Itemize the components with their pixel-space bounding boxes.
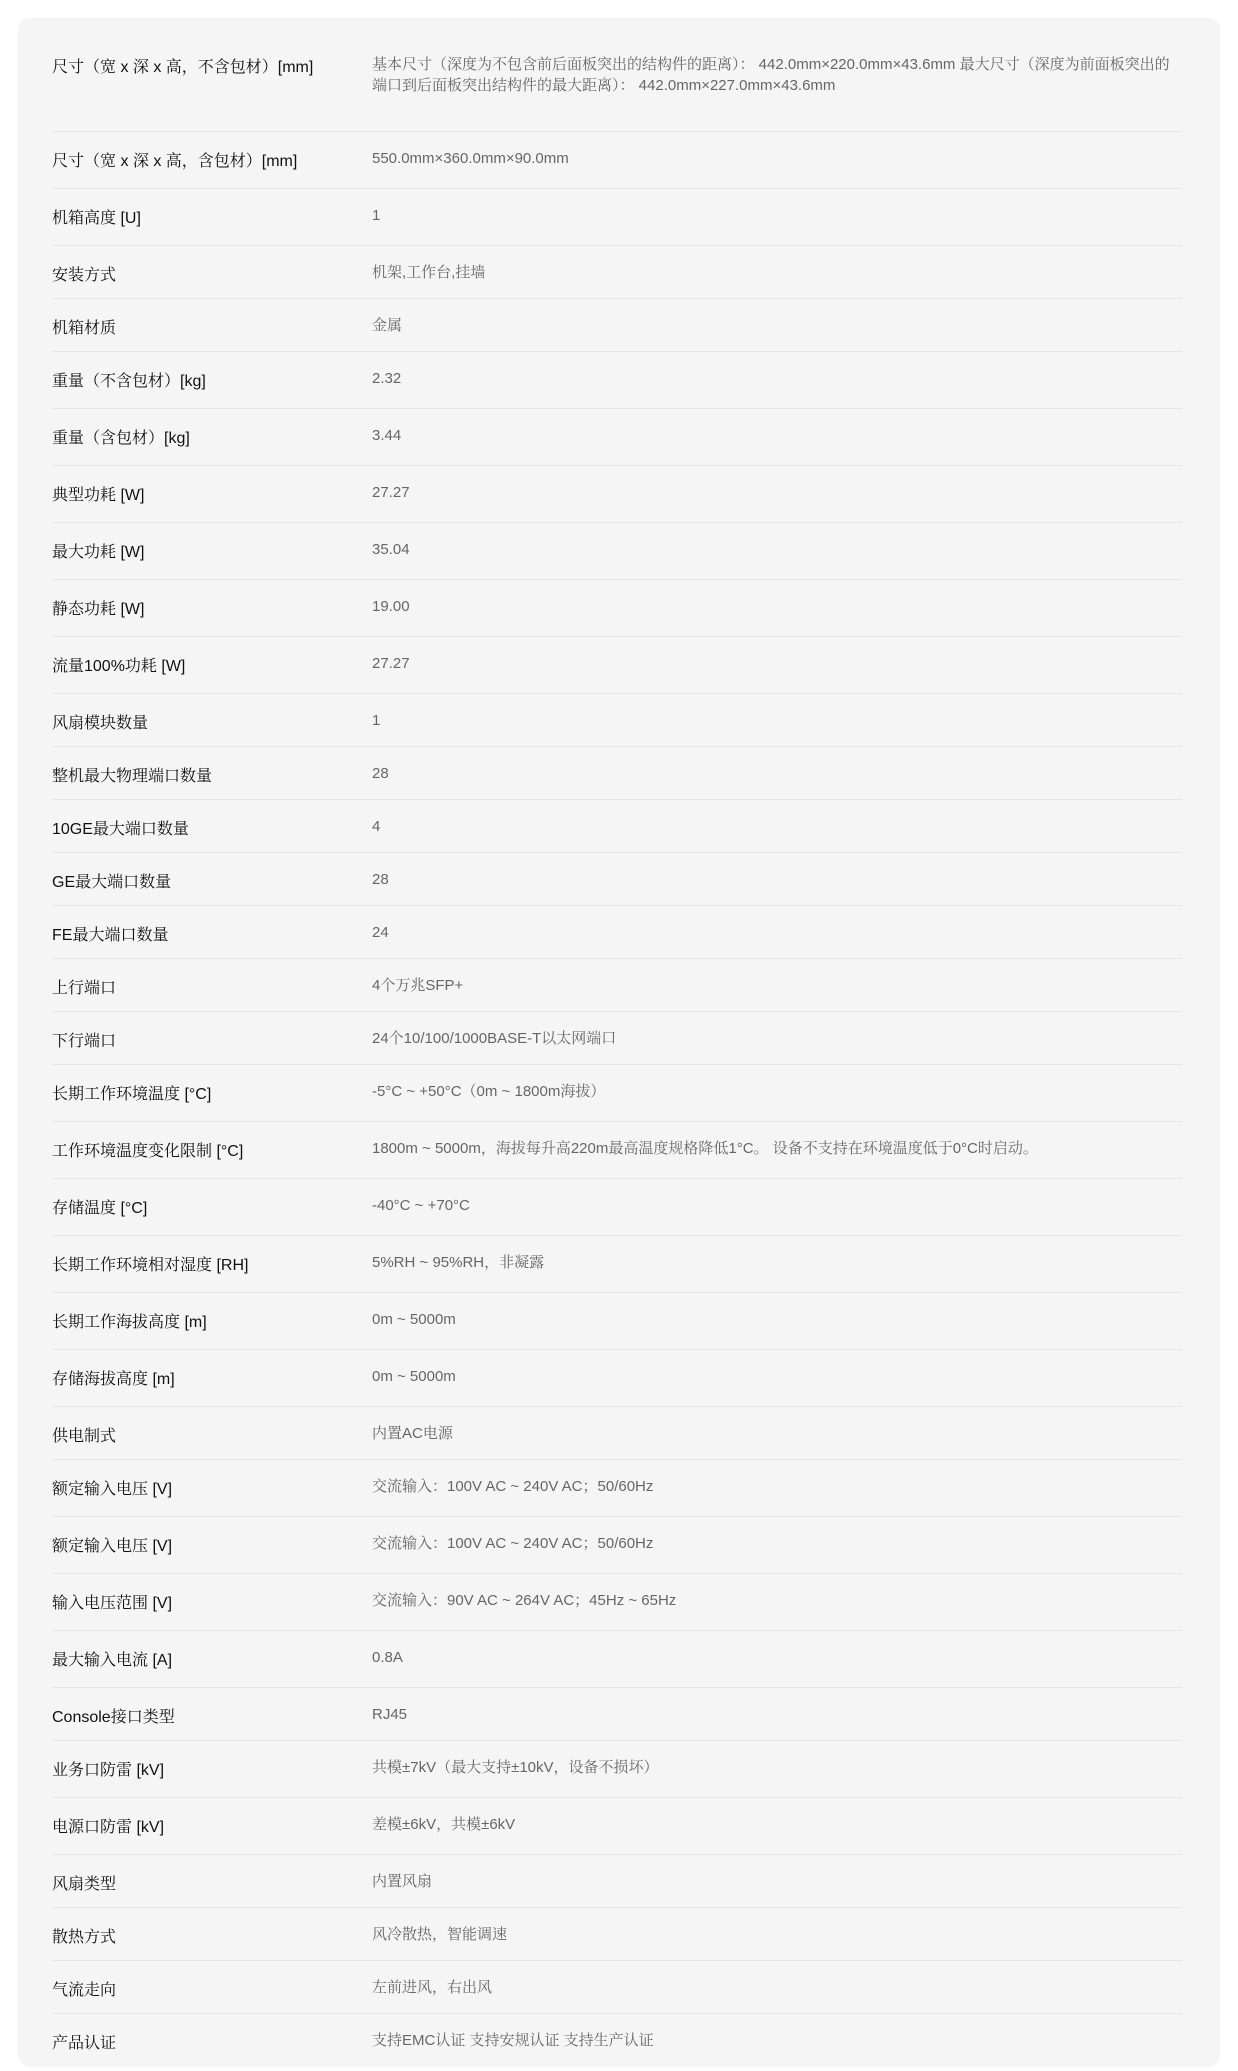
spec-value: 差模±6kV，共模±6kV <box>372 1816 516 1833</box>
spec-label: GE最大端口数量 <box>52 874 172 891</box>
spec-label: 长期工作海拔高度 [m] <box>52 1314 207 1331</box>
spec-row <box>52 1961 1182 2014</box>
spec-row <box>52 1517 1182 1574</box>
spec-value: 5%RH ~ 95%RH，非凝露 <box>372 1254 545 1271</box>
spec-label: 额定输入电压 [V] <box>52 1481 173 1498</box>
spec-value: 1 <box>372 207 381 224</box>
spec-row <box>52 1741 1182 1798</box>
spec-value: 交流输入：90V AC ~ 264V AC；45Hz ~ 65Hz <box>372 1592 677 1609</box>
spec-row <box>52 800 1182 853</box>
spec-value: 4 <box>372 818 381 835</box>
spec-label: 重量（不含包材）[kg] <box>52 373 206 390</box>
spec-label: 最大输入电流 [A] <box>52 1652 173 1669</box>
spec-row <box>52 959 1182 1012</box>
spec-value: 3.44 <box>372 427 402 444</box>
spec-value: 机架,工作台,挂墙 <box>372 264 486 281</box>
spec-label: 尺寸（宽 x 深 x 高，含包材）[mm] <box>52 153 298 170</box>
spec-label: 流量100%功耗 [W] <box>52 658 186 675</box>
spec-label: 长期工作环境温度 [°C] <box>52 1086 212 1103</box>
spec-value: 共模±7kV（最大支持±10kV，设备不损坏） <box>372 1759 659 1776</box>
spec-row <box>52 352 1182 409</box>
spec-row <box>52 1855 1182 1908</box>
spec-label: 典型功耗 [W] <box>52 487 145 504</box>
spec-value: 金属 <box>372 317 403 334</box>
spec-label: 机箱高度 [U] <box>52 210 141 227</box>
spec-value: 24个10/100/1000BASE-T以太网端口 <box>372 1030 617 1047</box>
spec-label: 重量（含包材）[kg] <box>52 430 190 447</box>
spec-label: 电源口防雷 [kV] <box>52 1819 165 1836</box>
spec-label: 静态功耗 [W] <box>52 601 145 618</box>
spec-row <box>52 694 1182 747</box>
spec-label: 整机最大物理端口数量 <box>52 768 213 785</box>
spec-value: 支持EMC认证 支持安规认证 支持生产认证 <box>372 2032 654 2049</box>
spec-value: -5°C ~ +50°C（0m ~ 1800m海拔） <box>372 1083 606 1100</box>
spec-value: 0m ~ 5000m <box>372 1311 456 1328</box>
spec-label: 散热方式 <box>52 1929 117 1946</box>
spec-label: 供电制式 <box>52 1428 117 1445</box>
spec-row <box>52 1407 1182 1460</box>
spec-value: 内置风扇 <box>372 1873 433 1890</box>
spec-label: 上行端口 <box>52 980 117 997</box>
spec-row <box>52 1012 1182 1065</box>
spec-label: 业务口防雷 [kV] <box>52 1762 165 1779</box>
spec-row <box>52 523 1182 580</box>
spec-value: 风冷散热，智能调速 <box>372 1926 508 1943</box>
spec-value: 27.27 <box>372 655 410 672</box>
spec-row <box>52 2014 1182 2071</box>
spec-label: 输入电压范围 [V] <box>52 1595 173 1612</box>
spec-label: 尺寸（宽 x 深 x 高，不含包材）[mm] <box>52 59 314 76</box>
spec-value: 1800m ~ 5000m，海拔每升高220m最高温度规格降低1°C。 设备不支持在环境温度低于0°C时启动。 <box>372 1140 1038 1157</box>
spec-value: 35.04 <box>372 541 410 558</box>
spec-value: 19.00 <box>372 598 410 615</box>
spec-label: 工作环境温度变化限制 [°C] <box>52 1143 244 1160</box>
spec-value: 0m ~ 5000m <box>372 1368 456 1385</box>
spec-row <box>52 466 1182 523</box>
spec-value: 左前进风，右出风 <box>372 1979 493 1996</box>
spec-row <box>52 1293 1182 1350</box>
spec-value: 28 <box>372 765 389 782</box>
spec-row <box>52 1236 1182 1293</box>
spec-row <box>52 747 1182 800</box>
spec-value: 27.27 <box>372 484 410 501</box>
spec-row <box>52 246 1182 299</box>
spec-table <box>52 38 1182 2071</box>
spec-row <box>52 1460 1182 1517</box>
spec-row <box>52 299 1182 352</box>
spec-value: 交流输入：100V AC ~ 240V AC；50/60Hz <box>372 1535 654 1552</box>
spec-label: 存储海拔高度 [m] <box>52 1371 175 1388</box>
spec-row <box>52 1574 1182 1631</box>
spec-label: 机箱材质 <box>52 320 117 337</box>
spec-row <box>52 1908 1182 1961</box>
spec-label: 存储温度 [°C] <box>52 1200 148 1217</box>
spec-label: FE最大端口数量 <box>52 927 169 944</box>
spec-label: 最大功耗 [W] <box>52 544 145 561</box>
spec-label: Console接口类型 <box>52 1709 175 1726</box>
spec-value: 交流输入：100V AC ~ 240V AC；50/60Hz <box>372 1478 654 1495</box>
spec-value: -40°C ~ +70°C <box>372 1197 470 1214</box>
spec-value: 0.8A <box>372 1649 403 1666</box>
spec-label: 10GE最大端口数量 <box>52 821 189 838</box>
spec-row <box>52 1179 1182 1236</box>
spec-row <box>52 132 1182 189</box>
spec-row <box>52 580 1182 637</box>
spec-value: 4个万兆SFP+ <box>372 977 464 994</box>
spec-row <box>52 1688 1182 1741</box>
spec-label: 额定输入电压 [V] <box>52 1538 173 1555</box>
spec-label: 长期工作环境相对湿度 [RH] <box>52 1257 249 1274</box>
spec-value: 1 <box>372 712 381 729</box>
spec-row <box>52 1798 1182 1855</box>
spec-value: RJ45 <box>372 1706 408 1723</box>
spec-label: 产品认证 <box>52 2035 117 2052</box>
spec-row <box>52 906 1182 959</box>
spec-row <box>52 1065 1182 1122</box>
spec-row <box>52 853 1182 906</box>
spec-value: 24 <box>372 924 389 941</box>
spec-label: 风扇模块数量 <box>52 715 149 732</box>
spec-value: 2.32 <box>372 370 402 387</box>
spec-value: 550.0mm×360.0mm×90.0mm <box>372 150 569 167</box>
spec-row <box>52 1631 1182 1688</box>
spec-label: 下行端口 <box>52 1033 117 1050</box>
spec-row <box>52 409 1182 466</box>
spec-value: 内置AC电源 <box>372 1425 453 1442</box>
spec-value: 28 <box>372 871 389 888</box>
spec-row <box>52 1122 1182 1179</box>
spec-row <box>52 189 1182 246</box>
spec-label: 风扇类型 <box>52 1876 117 1893</box>
spec-row <box>52 38 1182 132</box>
spec-value: 基本尺寸（深度为不包含前后面板突出的结构件的距离）： 442.0mm×220.0mm×43.6mm 最大尺寸（深度为前面板突出的端口到后面板突出结构件的最大距离）： 442.0mm×227.0mm×43.6mm <box>372 56 1170 94</box>
spec-card <box>18 18 1220 2067</box>
spec-row <box>52 1350 1182 1407</box>
spec-row <box>52 637 1182 694</box>
spec-label: 安装方式 <box>52 267 117 284</box>
spec-label: 气流走向 <box>52 1982 117 1999</box>
